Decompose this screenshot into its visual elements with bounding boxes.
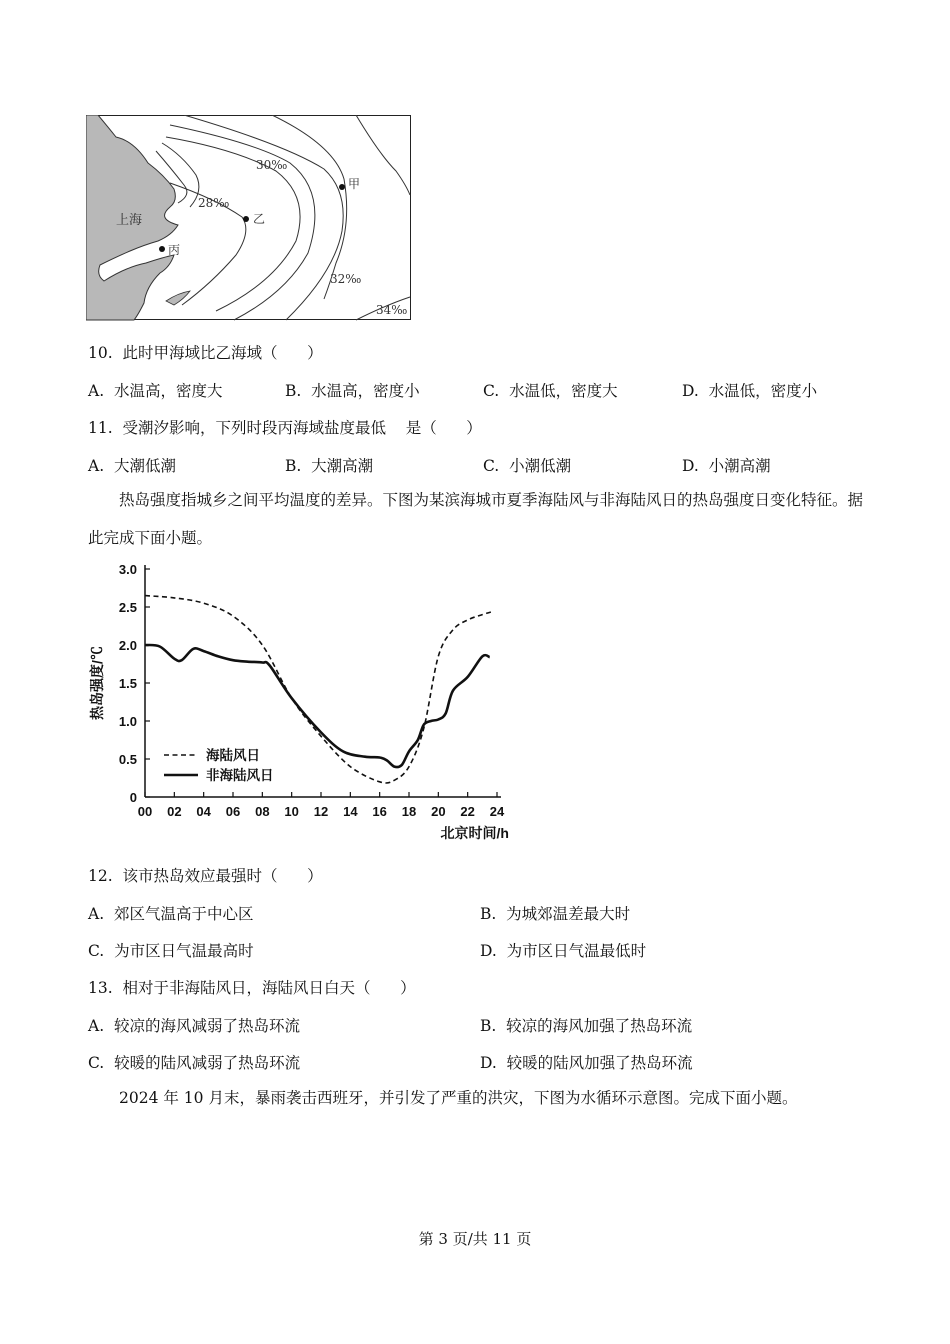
x-tick-label: 18 xyxy=(401,804,417,819)
x-tick-label: 20 xyxy=(431,804,446,819)
intro-paragraph-heat-island: 热岛强度指城乡之间平均温度的差异。下图为某滨海城市夏季海陆风与非海陆风日的热岛强度日变化特征。据此完成下面小题。 xyxy=(88,491,864,547)
series-line-non-sea-land-breeze xyxy=(145,645,490,767)
q12-option-d[interactable]: D. 为市区日气温最低时 xyxy=(480,942,647,960)
y-tick-label: 0.5 xyxy=(118,752,137,767)
q11-option-b[interactable]: B. 大潮高潮 xyxy=(285,457,374,475)
point-jia-label: 甲 xyxy=(348,177,361,191)
q10-option-c[interactable]: C. 水温低，密度大 xyxy=(483,382,618,400)
q10-option-a[interactable]: A. 水温高，密度大 xyxy=(88,382,223,400)
land-label: 上海 xyxy=(116,213,143,228)
x-tick-label: 00 xyxy=(137,804,153,819)
chart-axes xyxy=(145,565,501,797)
q10-option-d[interactable]: D. 水温低，密度小 xyxy=(682,382,818,400)
y-tick-label: 1.0 xyxy=(118,714,137,729)
point-yi-dot xyxy=(243,216,249,222)
q13-option-a[interactable]: A. 较凉的海风减弱了热岛环流 xyxy=(88,1017,300,1035)
intro-paragraph-water-cycle: 2024 年 10 月末，暴雨袭击西班牙，并引发了严重的洪灾，下图为水循环示意图。完成下面小题。 xyxy=(119,1089,798,1107)
x-tick-label: 06 xyxy=(225,804,241,819)
chart-series xyxy=(145,596,493,783)
isoline-label-32: 32‰ xyxy=(330,272,362,286)
q12-option-a[interactable]: A. 郊区气温高于中心区 xyxy=(88,905,254,923)
isoline-label-30: 30‰ xyxy=(256,158,288,172)
q11-option-c[interactable]: C. 小潮低潮 xyxy=(483,457,572,475)
x-tick-label: 24 xyxy=(489,804,505,819)
question-13-stem: 13. 相对于非海陆风日，海陆风日白天（ ） xyxy=(88,979,416,997)
x-tick-label: 02 xyxy=(167,804,182,819)
y-tick-label: 2.0 xyxy=(118,638,137,653)
isoline-label-34: 34‰ xyxy=(376,303,408,317)
q13-option-b[interactable]: B. 较凉的海风加强了热岛环流 xyxy=(480,1017,693,1035)
q12-option-b[interactable]: B. 为城郊温差最大时 xyxy=(480,905,631,923)
y-tick-label: 0 xyxy=(129,790,137,805)
x-tick-label: 16 xyxy=(372,804,387,819)
point-bing-label: 丙 xyxy=(168,243,181,257)
y-tick-label: 1.5 xyxy=(118,676,137,691)
q13-option-d[interactable]: D. 较暖的陆风加强了热岛环流 xyxy=(480,1054,693,1072)
heat-island-chart xyxy=(84,560,514,846)
question-12-stem: 12. 该市热岛效应最强时（ ） xyxy=(88,867,323,885)
x-tick-label: 14 xyxy=(343,804,358,819)
page-number-footer: 第 3 页/共 11 页 xyxy=(418,1230,532,1248)
isoline-label-28: 28‰ xyxy=(198,196,230,210)
point-yi-label: 乙 xyxy=(253,212,266,226)
legend-label: 海陆风日 xyxy=(206,748,260,763)
q10-option-b[interactable]: B. 水温高，密度小 xyxy=(285,382,420,400)
legend-label: 非海陆风日 xyxy=(206,768,274,783)
series-line-sea-land-breeze xyxy=(145,596,493,783)
question-10-stem: 10. 此时甲海域比乙海域（ ） xyxy=(88,344,323,362)
q11-option-d[interactable]: D. 小潮高潮 xyxy=(682,457,771,475)
x-tick-label: 04 xyxy=(196,804,211,819)
question-11-stem: 11. 受潮汐影响，下列时段丙海域盐度最低 是（ ） xyxy=(88,419,482,437)
q11-option-a[interactable]: A. 大潮低潮 xyxy=(88,457,176,475)
point-jia-dot xyxy=(339,184,345,190)
x-tick-label: 22 xyxy=(460,804,475,819)
x-tick-label: 08 xyxy=(255,804,270,819)
q13-option-c[interactable]: C. 较暖的陆风减弱了热岛环流 xyxy=(88,1054,301,1072)
chart-labels xyxy=(89,562,509,841)
q12-option-c[interactable]: C. 为市区日气温最高时 xyxy=(88,942,254,960)
salinity-map xyxy=(86,115,412,321)
y-tick-label: 3.0 xyxy=(118,562,137,577)
y-axis-title: 热岛强度/℃ xyxy=(89,646,105,720)
x-tick-label: 10 xyxy=(284,804,299,819)
x-tick-label: 12 xyxy=(313,804,329,819)
y-tick-label: 2.5 xyxy=(118,600,137,615)
point-bing-dot xyxy=(159,246,165,252)
x-axis-title: 北京时间/h xyxy=(440,825,509,841)
